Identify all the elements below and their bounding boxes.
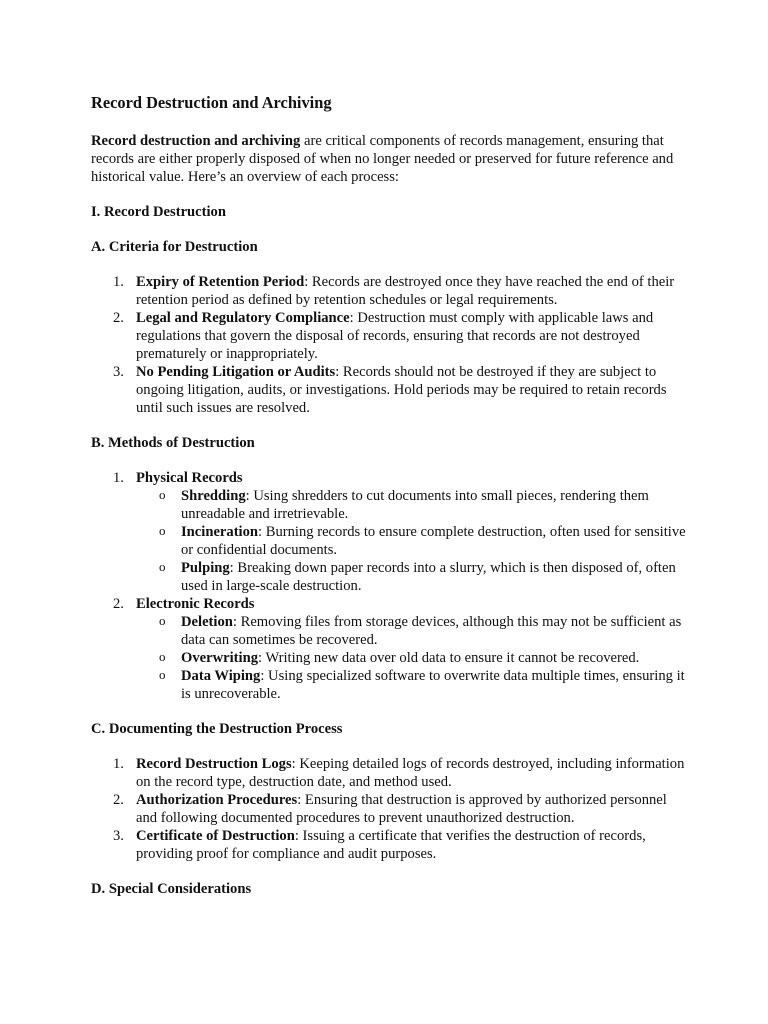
sub-item-term: Data Wiping bbox=[181, 668, 261, 684]
intro-bold-lead: Record destruction and archiving bbox=[91, 133, 301, 149]
list-item-text: : Ensuring that destruction is approved by authorized personnel and following documented procedures to prevent unauthorized destruction. bbox=[136, 792, 667, 826]
subsection-heading-documenting: C. Documenting the Destruction Process bbox=[91, 721, 343, 737]
documenting-list bbox=[91, 755, 691, 863]
list-item bbox=[91, 595, 691, 703]
sub-list-item bbox=[136, 559, 691, 595]
sub-item-term: Pulping bbox=[181, 560, 230, 576]
list-number: 1. bbox=[113, 274, 124, 290]
list-item-term: Expiry of Retention Period bbox=[136, 274, 305, 290]
sub-list-item bbox=[136, 649, 691, 667]
physical-records-sublist bbox=[136, 487, 691, 595]
sub-item-text: : Using specialized software to overwrite data multiple times, ensuring it is unrecoverable. bbox=[181, 668, 685, 702]
sub-list-item bbox=[136, 487, 691, 523]
bullet-marker: o bbox=[159, 559, 166, 574]
sub-item-term: Overwriting bbox=[181, 650, 259, 666]
criteria-list bbox=[91, 273, 691, 417]
list-number: 2. bbox=[113, 310, 124, 326]
sub-list-item bbox=[136, 523, 691, 559]
methods-list bbox=[91, 469, 691, 703]
list-item-text: : Records should not be destroyed if they are subject to ongoing litigation, audits, or investigations. Hold periods may be required to retain records until such issues are resolved. bbox=[136, 364, 667, 416]
subsection-heading-criteria: A. Criteria for Destruction bbox=[91, 239, 258, 255]
list-item-term: Record Destruction Logs bbox=[136, 756, 292, 772]
bullet-marker: o bbox=[159, 487, 166, 502]
bullet-marker: o bbox=[159, 523, 166, 538]
list-item-text: : Records are destroyed once they have reached the end of their retention period as defined by retention schedules or legal requirements. bbox=[136, 274, 675, 308]
sub-item-text: : Writing new data over old data to ensure it cannot be recovered. bbox=[258, 650, 640, 666]
list-item-text: : Issuing a certificate that verifies the destruction of records, providing proof for compliance and audit purposes. bbox=[136, 828, 646, 862]
list-number: 1. bbox=[113, 470, 124, 486]
list-number: 2. bbox=[113, 596, 124, 612]
list-item-term: Authorization Procedures bbox=[136, 792, 298, 808]
list-number: 3. bbox=[113, 828, 124, 844]
list-number: 1. bbox=[113, 756, 124, 772]
list-number: 3. bbox=[113, 364, 124, 380]
list-item-text: : Destruction must comply with applicable laws and regulations that govern the disposal of records, ensuring that records are not destroyed prematurely or inappropriately. bbox=[136, 310, 654, 362]
sub-item-term: Shredding bbox=[181, 488, 246, 504]
intro-paragraph bbox=[91, 132, 691, 186]
sub-item-text: : Burning records to ensure complete destruction, often used for sensitive or confidential documents. bbox=[181, 524, 686, 558]
list-item-text: : Keeping detailed logs of records destroyed, including information on the record type, destruction date, and method used. bbox=[136, 756, 685, 790]
list-item-term: Physical Records bbox=[136, 470, 243, 486]
list-item bbox=[91, 827, 691, 863]
electronic-records-sublist bbox=[136, 613, 691, 703]
sub-item-term: Incineration bbox=[181, 524, 259, 540]
list-item bbox=[91, 791, 691, 827]
list-number: 2. bbox=[113, 792, 124, 808]
sub-item-text: : Using shredders to cut documents into small pieces, rendering them unreadable and irretrievable. bbox=[181, 488, 649, 522]
bullet-marker: o bbox=[159, 667, 166, 682]
list-item-term: Certificate of Destruction bbox=[136, 828, 295, 844]
sub-item-text: : Breaking down paper records into a slurry, which is then disposed of, often used in large-scale destruction. bbox=[181, 560, 676, 594]
list-item bbox=[91, 469, 691, 595]
sub-item-text: : Removing files from storage devices, although this may not be sufficient as data can sometimes be recovered. bbox=[181, 614, 682, 648]
list-item bbox=[91, 273, 691, 309]
intro-text: are critical components of records management, ensuring that records are either properly disposed of when no longer needed or preserved for future reference and historical value. Here’s an overview of each process: bbox=[91, 133, 674, 185]
list-item-term: Legal and Regulatory Compliance bbox=[136, 310, 350, 326]
list-item-term: Electronic Records bbox=[136, 596, 255, 612]
document-page bbox=[91, 92, 691, 915]
document-title: Record Destruction and Archiving bbox=[91, 93, 332, 112]
section-heading-record-destruction: I. Record Destruction bbox=[91, 204, 226, 220]
sub-list-item bbox=[136, 667, 691, 703]
list-item-term: No Pending Litigation or Audits bbox=[136, 364, 336, 380]
bullet-marker: o bbox=[159, 613, 166, 628]
list-item bbox=[91, 755, 691, 791]
subsection-heading-methods: B. Methods of Destruction bbox=[91, 435, 255, 451]
subsection-heading-special-considerations: D. Special Considerations bbox=[91, 881, 252, 897]
list-item bbox=[91, 363, 691, 417]
list-item bbox=[91, 309, 691, 363]
sub-list-item bbox=[136, 613, 691, 649]
bullet-marker: o bbox=[159, 649, 166, 664]
sub-item-term: Deletion bbox=[181, 614, 233, 630]
